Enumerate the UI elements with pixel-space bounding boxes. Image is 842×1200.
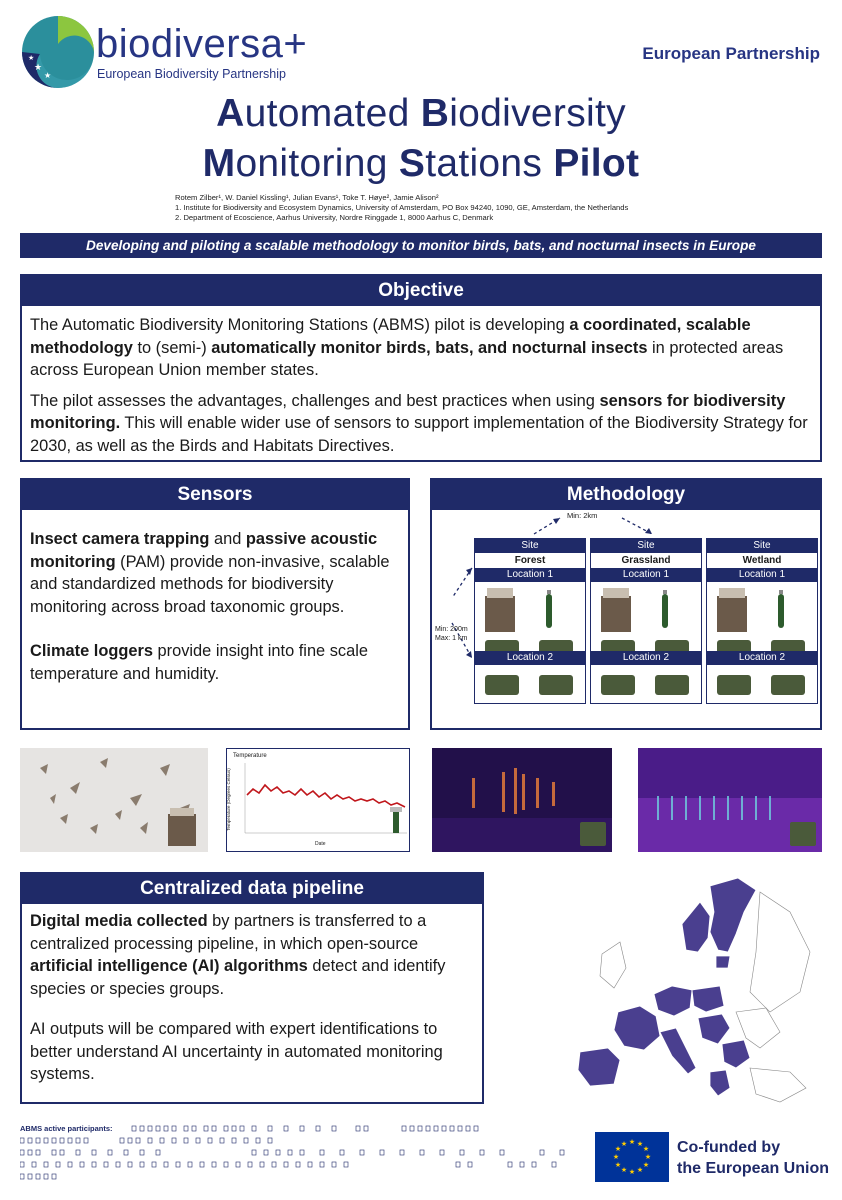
location-1-label: Location 1: [475, 568, 585, 582]
pipeline-paragraph-2: AI outputs will be compared with expert identifications to better understand AI uncertainty in automated monitoring systems.: [30, 1020, 443, 1083]
svg-text:★: ★: [628, 1139, 636, 1146]
svg-text:★: ★: [614, 1162, 622, 1169]
sensor-equipment-icons: [591, 667, 701, 701]
tagline-banner: Developing and piloting a scalable methodology to monitor birds, bats, and nocturnal insects in Europe: [20, 233, 822, 258]
svg-text:★: ★: [620, 1167, 628, 1174]
cofunded-line2: the European Union: [677, 1160, 829, 1177]
insect-camera-photo: [20, 748, 208, 852]
site-label: Site: [707, 539, 817, 553]
temperature-chart: [226, 748, 410, 852]
svg-text:★: ★: [636, 1167, 644, 1174]
pipeline-panel: [20, 872, 484, 1104]
site-label: Site: [591, 539, 701, 553]
location-1-label: Location 1: [591, 568, 701, 582]
participants-block: [20, 1124, 580, 1180]
eu-flag: [595, 1132, 669, 1182]
svg-text:★: ★: [642, 1162, 650, 1169]
site-distance-label: Min: 2km: [567, 511, 598, 520]
svg-text:★: ★: [636, 1141, 644, 1148]
logo-subtitle: European Biodiversity Partnership: [97, 67, 286, 81]
author-names: Rotem Zilber¹, W. Daniel Kissling¹, Julian Evans¹, Toke T. Høye², Jamie Alison²: [175, 193, 439, 202]
sensor-equipment-icons: [707, 667, 817, 701]
objective-heading: Objective: [22, 276, 820, 306]
temperature-line-plot: [241, 761, 409, 839]
location-2-label: Location 2: [591, 651, 701, 665]
location-2-label: Location 2: [475, 651, 585, 665]
affiliation-1: 1. Institute for Biodiversity and Ecosystem Dynamics, University of Amsterdam, PO Box 94240, 1090, GE, Amsterdam, the Netherlands: [175, 203, 629, 212]
site-habitat: Grassland: [621, 555, 671, 566]
svg-text:★: ★: [44, 71, 52, 80]
location-1-label: Location 1: [707, 568, 817, 582]
authors-block: [175, 193, 628, 223]
location-min-label: Min: 200m: [435, 626, 468, 633]
chart-x-label: Date: [315, 841, 326, 847]
europe-map: [560, 872, 822, 1116]
chart-y-label: Temperature (Degrees Celsius): [225, 768, 231, 831]
logo-wordmark: biodiversa+: [96, 22, 308, 66]
methodology-panel: [430, 478, 822, 730]
poster-title-line1: Automated Biodiversity: [216, 92, 626, 135]
partnership-label: European Partnership: [642, 44, 820, 63]
participants-label: ABMS active participants:: [20, 1124, 113, 1133]
svg-text:★: ★: [34, 62, 43, 72]
sensors-heading: Sensors: [22, 480, 408, 510]
location-distance-label: [435, 625, 468, 643]
chart-title: Temperature: [233, 753, 267, 759]
sensors-text: [22, 510, 408, 685]
poster-title-line2: Monitoring Stations Pilot: [202, 142, 640, 185]
sensors-panel: [20, 478, 410, 730]
spectrogram-bird: [432, 748, 612, 852]
site-card-wetland: [706, 538, 818, 704]
sensors-paragraph-2: Climate loggers provide insight into fine scale temperature and humidity.: [30, 642, 368, 683]
sensors-paragraph-1: Insect camera trapping and passive acoustic monitoring (PAM) provide non-invasive, scalable and standardized methods for biodiversity monitoring across broad taxonomic groups.: [30, 530, 390, 616]
svg-text:★: ★: [644, 1154, 652, 1161]
svg-text:★: ★: [612, 1154, 620, 1161]
cofunded-label: [677, 1137, 829, 1179]
pipeline-text: [22, 904, 482, 1086]
pipeline-paragraph-1: Digital media collected by partners is transferred to a centralized processing pipeline, in which open-source artificial intelligence (AI) algorithms detect and identify species or species groups.: [30, 912, 446, 998]
site-habitat: Forest: [514, 555, 546, 566]
site-label: Site: [475, 539, 585, 553]
svg-text:★: ★: [620, 1141, 628, 1148]
cofunded-line1: Co-funded by: [677, 1139, 781, 1156]
site-card-forest: [474, 538, 586, 704]
site-card-grassland: [590, 538, 702, 704]
svg-text:★: ★: [28, 55, 35, 62]
objective-paragraph-1: The Automatic Biodiversity Monitoring Stations (ABMS) pilot is developing a coordinated, scalable methodology to (semi-) automatically monitor birds, bats, and nocturnal insects in protected areas across European Union member states.: [30, 316, 784, 379]
location-max-label: Max: 1 km: [435, 635, 468, 642]
spectrogram-bat: [638, 748, 822, 852]
objective-panel: [20, 274, 822, 462]
pipeline-heading: Centralized data pipeline: [22, 874, 482, 904]
location-2-label: Location 2: [707, 651, 817, 665]
svg-text:★: ★: [642, 1146, 650, 1153]
svg-text:★: ★: [614, 1146, 622, 1153]
objective-paragraph-2: The pilot assesses the advantages, challenges and best practices when using sensors for biodiversity monitoring. This will enable wider use of sensors to support implementation of the Biodiversity Strategy for 2030, as well as the Birds and Habitats Directives.: [30, 391, 808, 455]
methodology-heading: Methodology: [432, 480, 820, 510]
sensor-equipment-icons: [475, 667, 585, 701]
objective-text: [22, 306, 820, 457]
affiliation-2: 2. Department of Ecoscience, Aarhus University, Nordre Ringgade 1, 8000 Aarhus C, Denmark: [175, 213, 494, 222]
svg-text:★: ★: [628, 1169, 636, 1176]
site-habitat: Wetland: [742, 555, 782, 566]
